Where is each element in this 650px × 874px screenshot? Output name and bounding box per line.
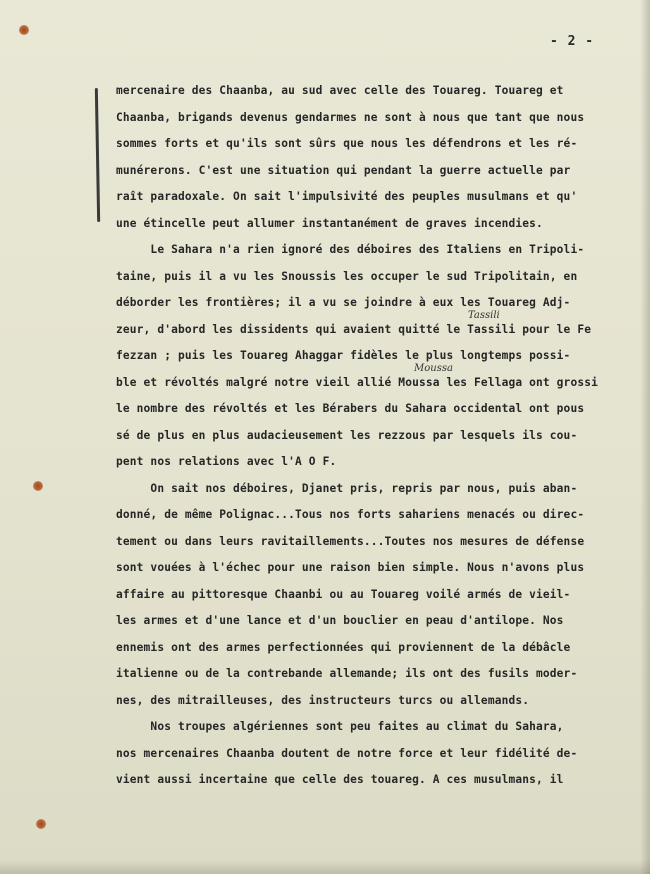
margin-pencil-mark xyxy=(95,88,100,222)
text-line: déborder les frontières; il a vu se joindre à eux les Touareg Adj- xyxy=(116,296,571,309)
page-edge-shadow xyxy=(640,0,650,874)
text-line: ble et révoltés malgré notre vieil allié Moussa les Fellaga ont grossi xyxy=(116,375,598,389)
text-line: affaire au pittoresque Chaanbi ou au Touareg voilé armés de vieil- xyxy=(116,587,571,601)
text-line: sont vouées à l'échec pour une raison bien simple. Nous n'avons plus xyxy=(116,561,585,574)
text-line: raît paradoxale. On sait l'impulsivité des peuples musulmans et qu' xyxy=(116,190,578,203)
punch-hole-bottom xyxy=(36,819,46,829)
text-line: zeur, d'abord les dissidents qui avaient quitté le Tassili pour le Fe xyxy=(116,322,592,336)
text-line: sommes forts et qu'ils sont sûrs que nous les défendrons et les ré- xyxy=(116,137,578,150)
text-line: Chaanba, brigands devenus gendarmes ne sont à nous que tant que nous xyxy=(116,110,585,124)
text-line: mercenaire des Chaanba, au sud avec celle des Touareg. Touareg et xyxy=(116,84,564,97)
page-number: - 2 - xyxy=(550,34,595,49)
text-line: Nos troupes algériennes sont peu faites au climat du Sahara, xyxy=(116,720,564,733)
text-line: ennemis ont des armes perfectionnées qui proviennent de la débâcle xyxy=(116,640,571,654)
typewritten-text-body xyxy=(116,78,626,794)
text-line: vient aussi incertaine que celle des touareg. A ces musulmans, il xyxy=(116,773,564,786)
handwritten-annotation-tassili: Tassili xyxy=(468,310,500,321)
text-line: une étincelle peut allumer instantanément de graves incendies. xyxy=(116,216,543,230)
text-line: tement ou dans leurs ravitaillements...Toutes nos mesures de défense xyxy=(116,534,585,548)
text-line: le nombre des révoltés et les Bérabers du Sahara occidental ont pous xyxy=(116,402,585,415)
punch-hole-middle xyxy=(33,481,43,491)
text-line: On sait nos déboires, Djanet pris, repris par nous, puis aban- xyxy=(116,481,578,495)
punch-hole-top xyxy=(19,25,29,35)
text-line: Le Sahara n'a rien ignoré des déboires des Italiens en Tripoli- xyxy=(116,243,585,256)
text-line: donné, de même Polignac...Tous nos forts sahariens menacés ou direc- xyxy=(116,508,585,521)
text-line: sé de plus en plus audacieusement les rezzous par lesquels ils cou- xyxy=(116,428,578,442)
text-line: italienne ou de la contrebande allemande; ils ont des fusils moder- xyxy=(116,667,578,680)
text-line: munérerons. C'est une situation qui pendant la guerre actuelle par xyxy=(116,163,571,177)
text-line: pent nos relations avec l'A O F. xyxy=(116,455,337,468)
handwritten-annotation-moussa: Moussa xyxy=(414,363,453,374)
text-line: nes, des mitrailleuses, des instructeurs turcs ou allemands. xyxy=(116,693,530,707)
text-line: taine, puis il a vu les Snoussis les occuper le sud Tripolitain, en xyxy=(116,269,578,283)
text-line: nos mercenaires Chaanba doutent de notre force et leur fidélité de- xyxy=(116,746,578,760)
text-line: fezzan ; puis les Touareg Ahaggar fidèles le plus longtemps possi- xyxy=(116,349,571,362)
page-bottom-shadow xyxy=(0,860,650,874)
text-line: les armes et d'une lance et d'un bouclier en peau d'antilope. Nos xyxy=(116,614,564,627)
